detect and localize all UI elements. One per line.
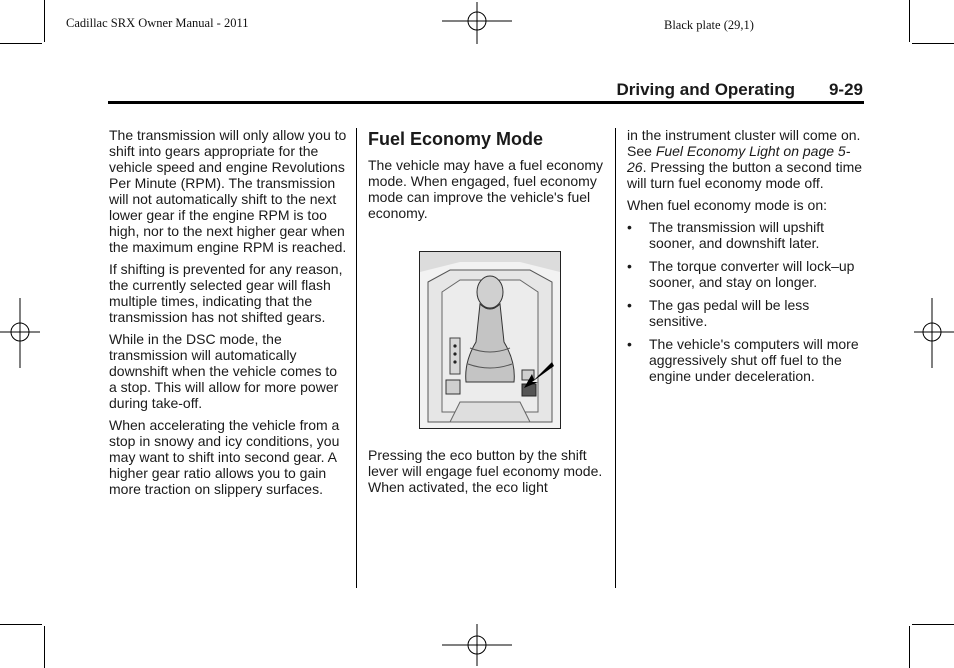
bullet-icon: •	[627, 297, 632, 313]
crop-mark	[44, 626, 45, 668]
cross-reference-link: Fuel Economy Light on page 5-26	[627, 143, 851, 175]
paragraph: Pressing the eco button by the shift lever will engage fuel economy mode. When activated, the eco light	[368, 447, 603, 495]
crop-mark	[0, 624, 42, 625]
plate-label-right: Black plate (29,1)	[664, 18, 754, 32]
paragraph	[627, 127, 867, 191]
crop-mark	[912, 43, 954, 44]
crop-mark	[909, 0, 910, 42]
bullet-icon: •	[627, 258, 632, 274]
bullet-icon: •	[627, 219, 632, 235]
list-item-text: The torque converter will lock–up sooner, and stay on longer.	[649, 258, 855, 290]
paragraph: If shifting is prevented for any reason, the currently selected gear will flash multiple times, indicating that the transmission has not shifted gears.	[109, 261, 343, 325]
column-divider	[615, 128, 616, 588]
registration-mark-icon	[442, 0, 512, 46]
paragraph: When fuel economy mode is on:	[627, 197, 827, 213]
column-3	[627, 127, 867, 391]
section-title: Fuel Economy Mode	[368, 129, 544, 149]
column-1	[109, 127, 347, 503]
bullet-icon: •	[627, 336, 632, 352]
paragraph: The vehicle may have a fuel economy mode. When engaged, fuel economy mode can improve the vehicle's fuel economy.	[368, 157, 604, 221]
crop-mark	[0, 43, 42, 44]
page-number: 9-29	[828, 80, 863, 99]
list-item-text: The vehicle's computers will more aggressively shut off fuel to the engine under deceleration.	[649, 336, 859, 384]
list-item-text: The gas pedal will be less sensitive.	[649, 297, 810, 329]
paragraph: While in the DSC mode, the transmission will automatically downshift when the vehicle comes to a stop. This will allow for more power during take-off.	[109, 331, 339, 411]
text-run: . Pressing the button a second time will turn fuel economy mode off.	[627, 159, 863, 191]
bullet-list	[627, 219, 867, 384]
list-item	[627, 336, 867, 384]
plate-label-left: Cadillac SRX Owner Manual - 2011	[66, 16, 249, 30]
text-run: in the instrument cluster will come on. See	[627, 127, 861, 159]
list-item	[627, 297, 867, 329]
column-2	[368, 127, 604, 501]
shift-console-illustration	[419, 251, 561, 429]
paragraph: When accelerating the vehicle from a stop in snowy and icy conditions, you may want to shift into second gear. A higher gear ratio allows you to gain more traction on slippery surfaces.	[109, 417, 340, 497]
column-divider	[356, 128, 357, 588]
crop-mark	[44, 0, 45, 42]
crop-mark	[912, 624, 954, 625]
crop-mark	[909, 626, 910, 668]
registration-mark-icon	[0, 298, 44, 368]
list-item-text: The transmission will upshift sooner, and downshift later.	[649, 219, 825, 251]
registration-mark-icon	[442, 622, 512, 668]
section-heading: Driving and Operating	[616, 80, 795, 99]
registration-mark-icon	[910, 298, 954, 368]
list-item	[627, 258, 867, 290]
running-header	[109, 80, 863, 102]
paragraph: The transmission will only allow you to shift into gears appropriate for the vehicle speed and engine Revolutions Per Minute (RPM). The transmission will not automatically shift to the next lower gear if the engine RPM is too high, nor to the next higher gear when the maximum engine RPM is reached.	[109, 127, 347, 255]
header-rule	[108, 101, 864, 104]
list-item	[627, 219, 867, 251]
